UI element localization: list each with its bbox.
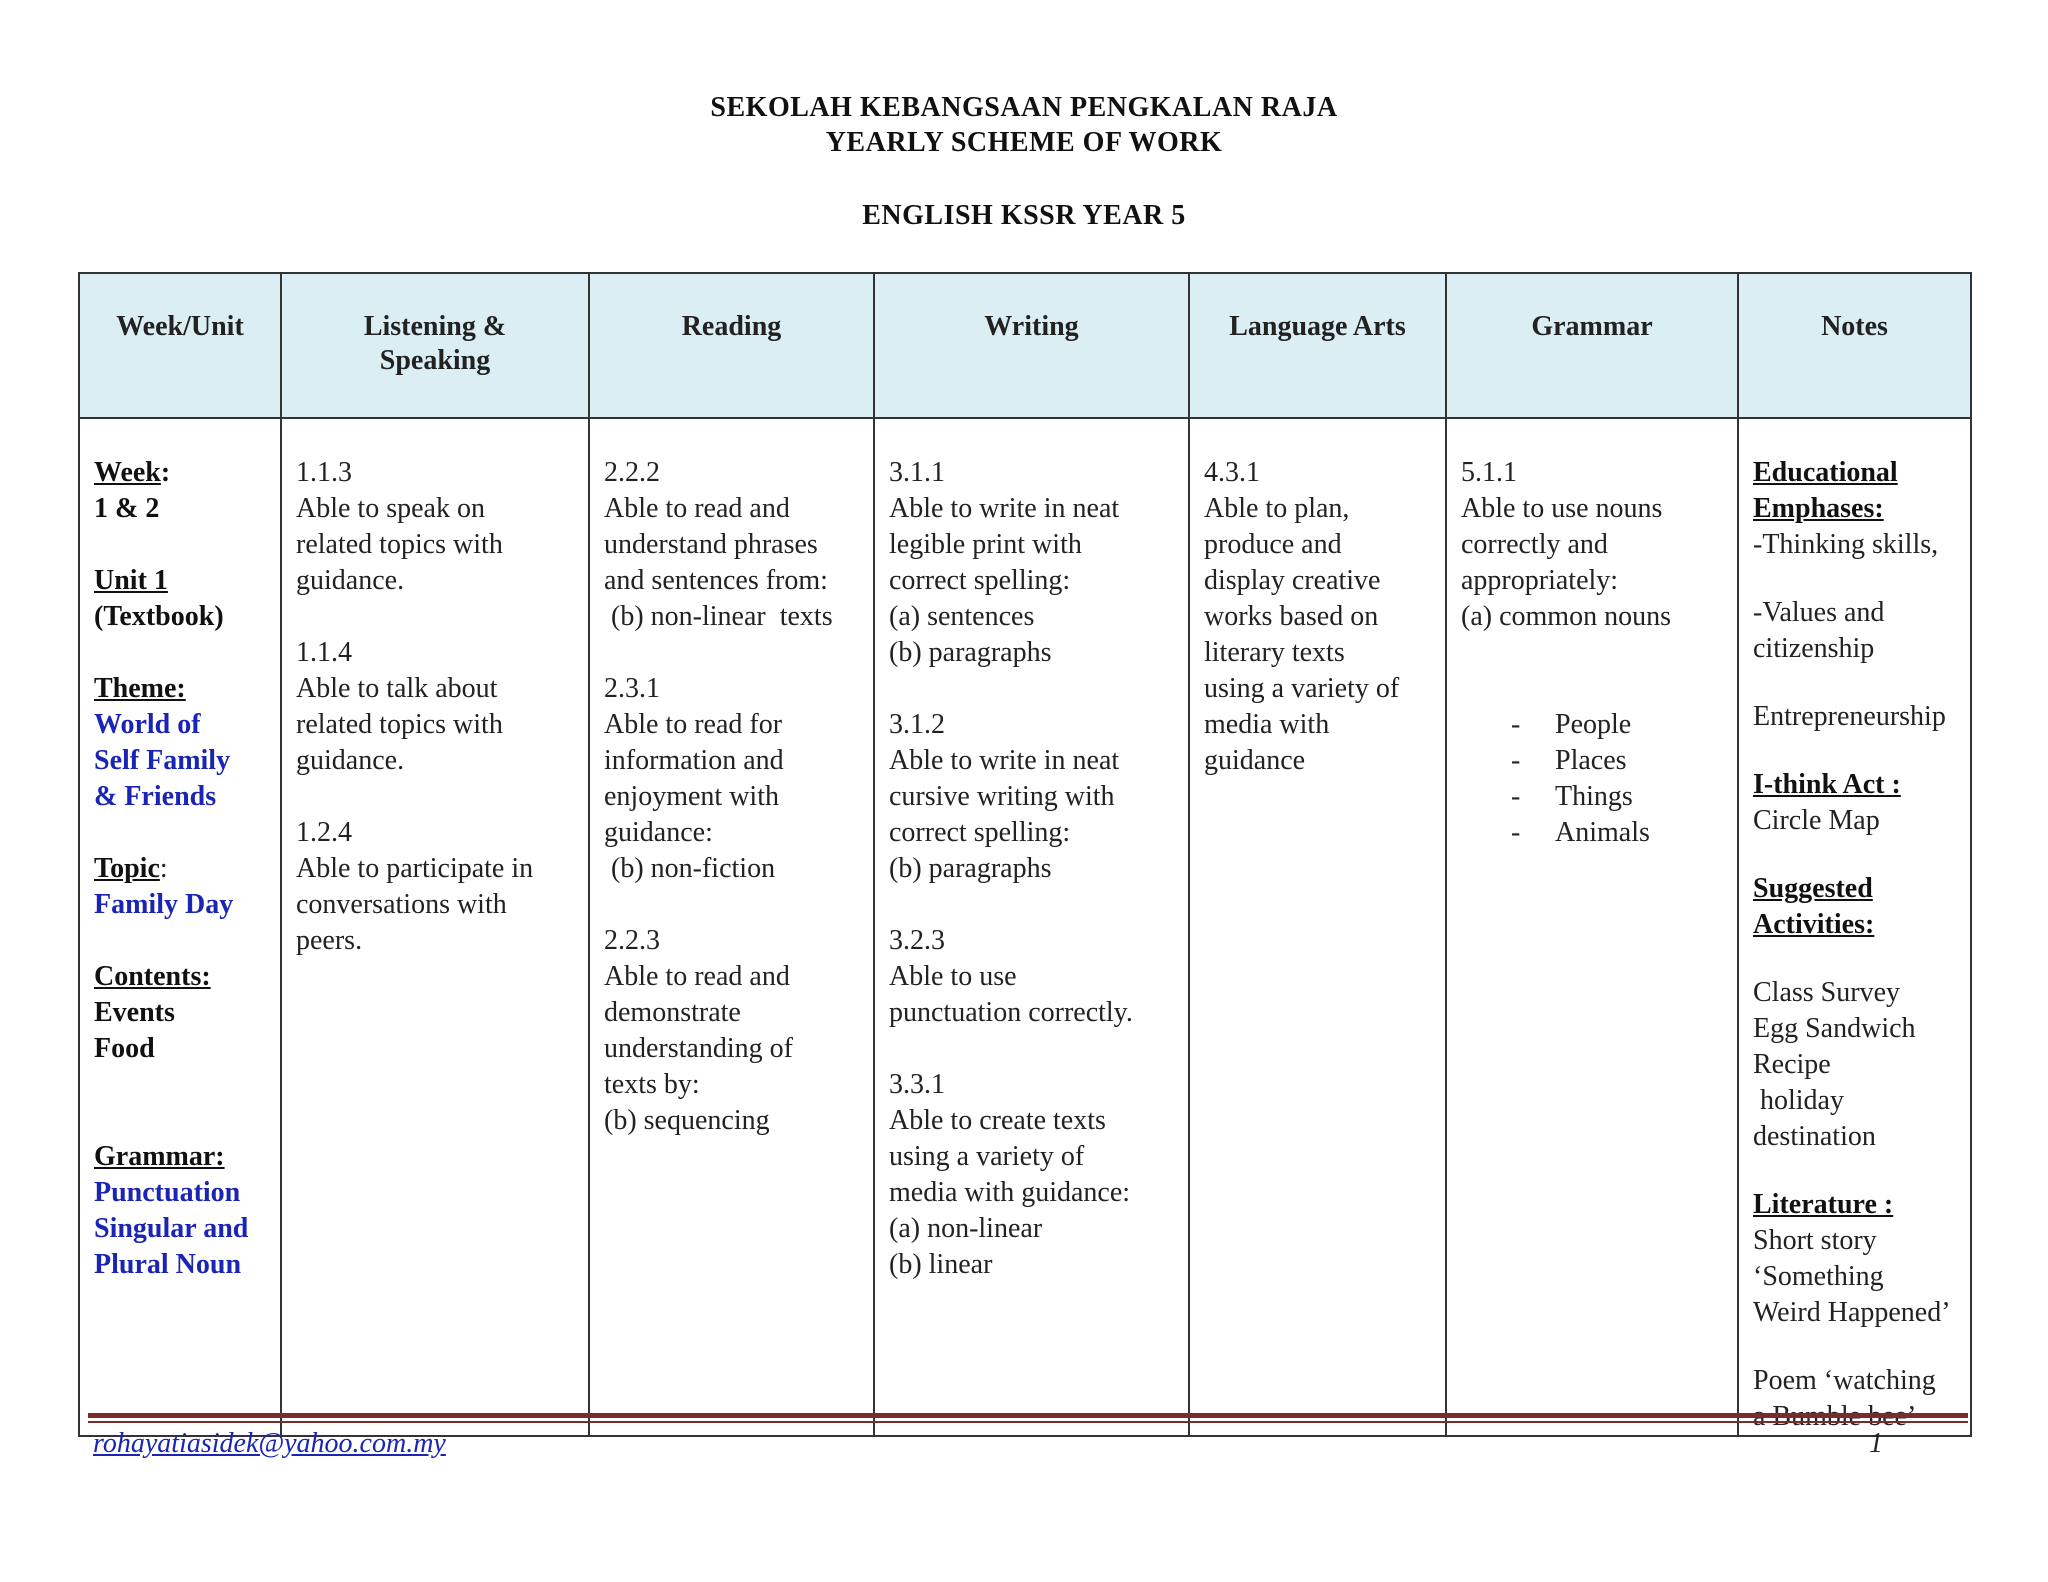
standard-line: correctly and (1461, 529, 1608, 560)
standard-code: 2.2.2 (604, 457, 660, 488)
document-title: YEARLY SCHEME OF WORK (825, 127, 1223, 158)
grammar-topic-line: Singular and (94, 1213, 249, 1244)
standard-line: Able to write in neat (889, 745, 1120, 776)
standard-line: Able to read and (604, 493, 790, 524)
standard-line: Able to read and (604, 961, 790, 992)
standard-code: 3.2.3 (889, 925, 945, 956)
footer-divider (88, 1413, 1968, 1423)
poem-line: Poem ‘watching (1753, 1365, 1936, 1396)
standard-line: understanding of (604, 1033, 793, 1064)
theme-line: World of (94, 709, 201, 740)
standard-code: 2.2.3 (604, 925, 660, 956)
standard-code: 5.1.1 (1461, 457, 1517, 488)
unit-value: (Textbook) (94, 601, 224, 632)
activity-item: Recipe (1753, 1049, 1831, 1080)
standard-line: texts by: (604, 1069, 700, 1100)
educational-emphases-label: Educational (1753, 457, 1898, 488)
grammar-topic-line: Plural Noun (94, 1249, 242, 1280)
language-arts-cell (1189, 418, 1446, 1436)
standard-line: demonstrate (604, 997, 741, 1028)
standard-line: (b) paragraphs (889, 853, 1052, 884)
activity-item: destination (1753, 1121, 1876, 1152)
standard-line: (b) non-fiction (604, 853, 776, 884)
week-value: 1 & 2 (94, 493, 160, 524)
col-header-writing: Writing (874, 273, 1189, 418)
standard-line: Able to plan, (1204, 493, 1350, 524)
standard-code: 2.3.1 (604, 673, 660, 704)
theme-line: & Friends (94, 781, 217, 812)
standard-line: (b) paragraphs (889, 637, 1052, 668)
grammar-topic-line: Punctuation (94, 1177, 241, 1208)
topic-value: Family Day (94, 889, 234, 920)
standard-code: 3.1.2 (889, 709, 945, 740)
standard-code: 1.2.4 (296, 817, 352, 848)
standard-line: media with (1204, 709, 1330, 740)
literature-line: Weird Happened’ (1753, 1297, 1951, 1328)
literature-line: Short story (1753, 1225, 1877, 1256)
standard-line: Able to create texts (889, 1105, 1106, 1136)
topic-label: Topic (94, 853, 160, 884)
standard-line: literary texts (1204, 637, 1345, 668)
standard-line: Able to speak on (296, 493, 485, 524)
suggested-activities-label: Suggested (1753, 873, 1873, 904)
standard-line: using a variety of (889, 1141, 1085, 1172)
standard-line: guidance. (296, 565, 405, 596)
week-unit-cell (79, 418, 281, 1436)
header-row (79, 273, 1971, 418)
week-label-line: Week: (94, 457, 171, 488)
standard-line: punctuation correctly. (889, 997, 1133, 1028)
standard-line: cursive writing with (889, 781, 1115, 812)
grammar-label: Grammar: (94, 1141, 225, 1172)
page-number: 1 (1869, 1428, 1883, 1459)
suggested-activities-label: Activities: (1753, 909, 1875, 940)
list-item: - Places (1511, 743, 1725, 779)
standard-code: 3.1.1 (889, 457, 945, 488)
col-header-week-unit: Week/Unit (79, 273, 281, 418)
standard-line: guidance. (296, 745, 405, 776)
standard-line: appropriately: (1461, 565, 1619, 596)
standard-line: Able to participate in (296, 853, 534, 884)
footer-email-link[interactable]: rohayatiasidek@yahoo.com.my (93, 1428, 446, 1459)
standard-line: enjoyment with (604, 781, 779, 812)
standard-line: guidance: (604, 817, 713, 848)
col-header-grammar: Grammar (1446, 273, 1738, 418)
list-item: - Animals (1511, 815, 1725, 851)
standard-line: Able to use nouns (1461, 493, 1663, 524)
col-header-notes: Notes (1738, 273, 1971, 418)
col-header-reading: Reading (589, 273, 874, 418)
standard-line: display creative (1204, 565, 1381, 596)
notes-cell (1738, 418, 1971, 1436)
ithink-value: Circle Map (1753, 805, 1880, 836)
standard-line: Able to read for (604, 709, 783, 740)
theme-label: Theme: (94, 673, 186, 704)
emphasis-item: citizenship (1753, 633, 1875, 664)
standard-line: (b) non-linear texts (604, 601, 833, 632)
standard-line: (b) sequencing (604, 1105, 770, 1136)
col-header-listening-speaking: Listening & Speaking (281, 273, 589, 418)
standard-line: Able to talk about (296, 673, 498, 704)
standard-line: peers. (296, 925, 363, 956)
activity-item: Egg Sandwich (1753, 1013, 1916, 1044)
topic-label-line: Topic: (94, 853, 168, 884)
table-row (79, 418, 1971, 1436)
standard-code: 1.1.4 (296, 637, 352, 668)
standard-code: 1.1.3 (296, 457, 352, 488)
list-item: - Things (1511, 779, 1725, 815)
emphasis-item: Entrepreneurship (1753, 701, 1946, 732)
standard-line: media with guidance: (889, 1177, 1131, 1208)
standard-line: Able to use (889, 961, 1017, 992)
literature-line: ‘Something (1753, 1261, 1884, 1292)
educational-emphases-label: Emphases: (1753, 493, 1884, 524)
standard-line: using a variety of (1204, 673, 1400, 704)
activity-item: Class Survey (1753, 977, 1900, 1008)
contents-item: Events (94, 997, 175, 1028)
standard-line: and sentences from: (604, 565, 828, 596)
poem-line: a Bumble bee’ (1753, 1401, 1917, 1432)
col-header-language-arts: Language Arts (1189, 273, 1446, 418)
emphasis-item: -Values and (1753, 597, 1885, 628)
standard-line: understand phrases (604, 529, 818, 560)
standard-line: information and (604, 745, 784, 776)
standard-line: guidance (1204, 745, 1306, 776)
standard-line: correct spelling: (889, 565, 1071, 596)
contents-label: Contents: (94, 961, 211, 992)
standard-line: (b) linear (889, 1249, 993, 1280)
subject-title: ENGLISH KSSR YEAR 5 (862, 200, 1186, 231)
school-name: SEKOLAH KEBANGSAAN PENGKALAN RAJA (710, 92, 1338, 123)
contents-item: Food (94, 1033, 155, 1064)
week-label: Week (94, 457, 161, 488)
standard-line: produce and (1204, 529, 1342, 560)
standard-line: correct spelling: (889, 817, 1071, 848)
standard-line: related topics with (296, 709, 503, 740)
standard-line: (a) sentences (889, 601, 1035, 632)
unit-label: Unit 1 (94, 565, 168, 596)
standard-line: legible print with (889, 529, 1082, 560)
standard-line: conversations with (296, 889, 507, 920)
standard-code: 3.3.1 (889, 1069, 945, 1100)
standard-line: related topics with (296, 529, 503, 560)
standard-line: works based on (1204, 601, 1379, 632)
noun-category-list (1461, 707, 1725, 851)
emphasis-item: -Thinking skills, (1753, 529, 1939, 560)
standard-line: (a) common nouns (1461, 601, 1671, 632)
writing-cell (874, 418, 1189, 1436)
standard-code: 4.3.1 (1204, 457, 1260, 488)
literature-label: Literature : (1753, 1189, 1894, 1220)
listening-speaking-cell (281, 418, 589, 1436)
reading-cell (589, 418, 874, 1436)
theme-line: Self Family (94, 745, 231, 776)
grammar-cell (1446, 418, 1738, 1436)
standard-line: Able to write in neat (889, 493, 1120, 524)
activity-item: holiday (1753, 1085, 1844, 1116)
standard-line: (a) non-linear (889, 1213, 1043, 1244)
list-item: - People (1511, 707, 1725, 743)
scheme-table (78, 272, 1972, 1437)
ithink-label: I-think Act : (1753, 769, 1901, 800)
